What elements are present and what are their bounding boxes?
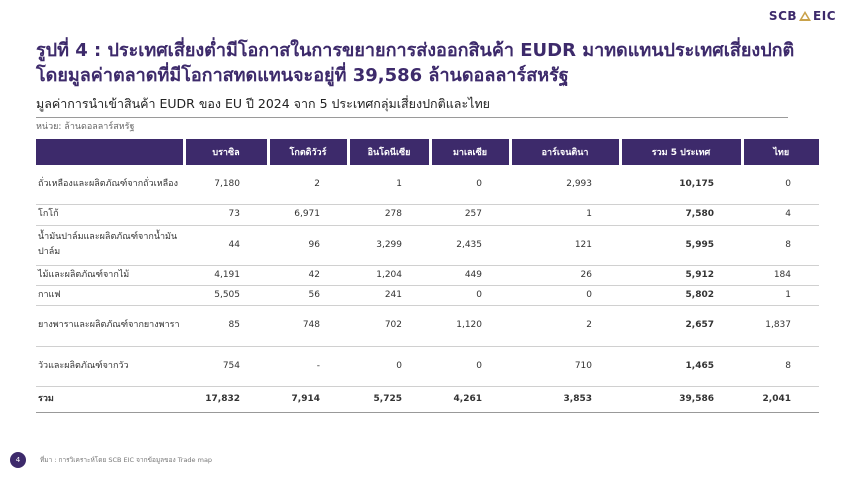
table-cell: 5,995	[620, 225, 742, 265]
table-row	[36, 225, 819, 265]
table-cell: 0	[348, 346, 430, 386]
header-malaysia: มาเลเซีย	[430, 139, 510, 165]
table-cell: 42	[268, 265, 348, 285]
table-cell: 8	[742, 225, 819, 265]
table-row	[36, 204, 819, 225]
logo-text-right: EIC	[813, 9, 836, 23]
table-cell: 121	[510, 225, 620, 265]
header-brazil: บราซิล	[184, 139, 268, 165]
table-cell: 0	[430, 346, 510, 386]
table-row	[36, 346, 819, 386]
table-cell: 8	[742, 346, 819, 386]
table-cell: 73	[184, 204, 268, 225]
table-subtitle: มูลค่าการนำเข้าสินค้า EUDR ของ EU ปี 2024 จาก 5 ประเทศกลุ่มเสี่ยงปกติและไทย	[36, 94, 788, 118]
table-cell: 7,914	[268, 386, 348, 412]
row-label: โกโก้	[36, 204, 184, 225]
table-cell: 4,261	[430, 386, 510, 412]
table-cell: 0	[742, 165, 819, 204]
header-thailand: ไทย	[742, 139, 819, 165]
eudr-import-table	[36, 139, 819, 413]
table-cell: -	[268, 346, 348, 386]
logo-text-left: SCB	[768, 9, 798, 23]
table-cell: 39,586	[620, 386, 742, 412]
table-cell: 241	[348, 285, 430, 305]
table-cell: 0	[430, 165, 510, 204]
table-cell: 0	[430, 285, 510, 305]
table-cell: 7,580	[620, 204, 742, 225]
table-cell: 5,505	[184, 285, 268, 305]
table-cell: 2,041	[742, 386, 819, 412]
table-cell: 3,299	[348, 225, 430, 265]
table-cell: 754	[184, 346, 268, 386]
page-number: 4	[10, 452, 26, 468]
table-cell: 26	[510, 265, 620, 285]
table-cell: 2,657	[620, 305, 742, 346]
table-cell: 710	[510, 346, 620, 386]
header-argentina: อาร์เจนตินา	[510, 139, 620, 165]
logo-triangle-icon	[799, 11, 811, 21]
table-cell: 1,837	[742, 305, 819, 346]
table-cell: 17,832	[184, 386, 268, 412]
row-label: กาแฟ	[36, 285, 184, 305]
table-cell: 3,853	[510, 386, 620, 412]
table-cell: 5,912	[620, 265, 742, 285]
row-label: น้ำมันปาล์มและผลิตภัณฑ์จากน้ำมันปาล์ม	[36, 225, 184, 265]
table-cell: 6,971	[268, 204, 348, 225]
table-cell: 4,191	[184, 265, 268, 285]
header-indonesia: อินโดนีเซีย	[348, 139, 430, 165]
table-cell: 449	[430, 265, 510, 285]
row-label: ยางพาราและผลิตภัณฑ์จากยางพารา	[36, 305, 184, 346]
table-cell: 56	[268, 285, 348, 305]
table-cell: 4	[742, 204, 819, 225]
table-row	[36, 265, 819, 285]
table-cell: 5,802	[620, 285, 742, 305]
table-cell: 278	[348, 204, 430, 225]
table-row	[36, 165, 819, 204]
row-label: ถั่วเหลืองและผลิตภัณฑ์จากถั่วเหลือง	[36, 165, 184, 204]
page-title: รูปที่ 4 : ประเทศเสี่ยงต่ำมีโอกาสในการขยายการส่งออกสินค้า EUDR มาทดแทนประเทศเสี่ยงปกติ โดยมูลค่าตลาดที่มีโอกาสทดแทนจะอยู่ที่ 39,586 ล้านดอลลาร์สหรัฐ	[36, 40, 795, 86]
table-cell: 1	[742, 285, 819, 305]
table-cell: 96	[268, 225, 348, 265]
scb-eic-logo	[769, 9, 836, 23]
table-cell: 2,993	[510, 165, 620, 204]
table-cell: 1,204	[348, 265, 430, 285]
table-cell: 184	[742, 265, 819, 285]
table-cell: 85	[184, 305, 268, 346]
unit-note: หน่วย: ล้านดอลลาร์สหรัฐ	[36, 122, 135, 132]
row-label: ไม้และผลิตภัณฑ์จากไม้	[36, 265, 184, 285]
table-cell: 10,175	[620, 165, 742, 204]
row-label: วัวและผลิตภัณฑ์จากวัว	[36, 346, 184, 386]
table-cell: 7,180	[184, 165, 268, 204]
row-label: รวม	[36, 386, 184, 412]
table-cell: 257	[430, 204, 510, 225]
table-cell: 2	[510, 305, 620, 346]
table-cell: 5,725	[348, 386, 430, 412]
table-cell: 702	[348, 305, 430, 346]
table-cell: 1,120	[430, 305, 510, 346]
table-cell: 1	[348, 165, 430, 204]
table-cell: 1,465	[620, 346, 742, 386]
source-note: ที่มา : การวิเคราะห์โดย SCB EIC จากข้อมูลของ Trade map	[40, 456, 213, 464]
table-cell: 44	[184, 225, 268, 265]
table-cell: 748	[268, 305, 348, 346]
header-item	[36, 139, 184, 165]
table-row	[36, 285, 819, 305]
table-header-row	[36, 139, 819, 165]
header-cote-divoire: โกตดิวัวร์	[268, 139, 348, 165]
footer	[10, 452, 212, 468]
table-cell: 2,435	[430, 225, 510, 265]
total-row	[36, 386, 819, 412]
table-cell: 1	[510, 204, 620, 225]
table-cell: 0	[510, 285, 620, 305]
table-row	[36, 305, 819, 346]
table-cell: 2	[268, 165, 348, 204]
header-total-5: รวม 5 ประเทศ	[620, 139, 742, 165]
